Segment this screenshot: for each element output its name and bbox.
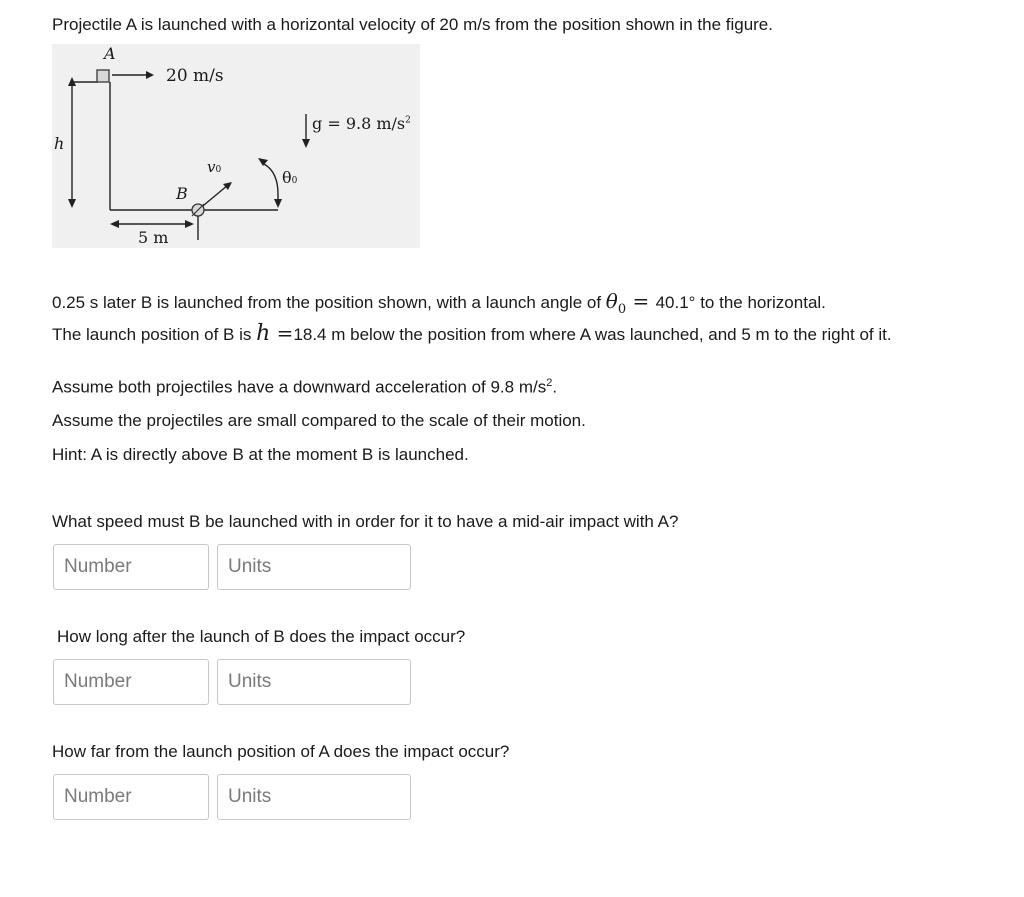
gravity-label — [312, 114, 411, 133]
projectile-figure — [52, 44, 420, 248]
figure-diagram — [52, 44, 420, 248]
assume1-exp: 2 — [546, 377, 553, 389]
q3-units-input[interactable] — [217, 774, 411, 820]
line2 — [52, 321, 892, 346]
velocity-a-label: 20 m/s — [166, 66, 224, 86]
assume1-end: . — [552, 377, 558, 397]
label-h: h — [54, 134, 65, 153]
label-a: A — [104, 44, 116, 63]
q3-number-input[interactable] — [53, 774, 209, 820]
q2-units-input[interactable] — [217, 659, 411, 705]
line1-post: 40.1° to the horizontal. — [655, 293, 826, 312]
v0-sub: 0 — [215, 165, 222, 175]
q1-number-input[interactable] — [53, 544, 209, 590]
assume1-text: Assume both projectiles have a downward acceleration of 9.8 m/s — [52, 377, 547, 397]
line2-post: 18.4 m below the position from where A was launched, and 5 m to the right of it. — [293, 325, 892, 344]
distance-label: 5 m — [138, 228, 169, 247]
hint-text: Hint: A is directly above B at the moment B is launched. — [52, 445, 469, 464]
gravity-exp: 2 — [405, 115, 411, 126]
question-3-text: How far from the launch position of A does the impact occur? — [52, 742, 510, 761]
line1-eq: = — [626, 289, 656, 313]
line2-pre: The launch position of B is — [52, 325, 257, 344]
line2-eq: = — [270, 321, 294, 345]
h-symbol: h — [256, 321, 271, 346]
question-2-text: How long after the launch of B does the impact occur? — [57, 627, 466, 646]
theta0-label — [282, 168, 297, 187]
assumption-size: Assume the projectiles are small compared to the scale of their motion. — [52, 411, 586, 430]
v0-symbol: v — [207, 158, 216, 176]
label-b: B — [176, 184, 188, 203]
intro-text: Projectile A is launched with a horizontal velocity of 20 m/s from the position shown in the figure. — [52, 15, 773, 34]
question-1-text: What speed must B be launched with in order for it to have a mid-air impact with A? — [52, 512, 679, 531]
line1-pre: 0.25 s later B is launched from the position shown, with a launch angle of — [52, 293, 606, 312]
gravity-text: g = 9.8 m/s — [312, 114, 406, 133]
q2-number-input[interactable] — [53, 659, 209, 705]
line1 — [52, 289, 826, 317]
theta0-symbol: θ — [282, 168, 292, 187]
assumption-acceleration — [52, 377, 557, 398]
theta-symbol: θ — [605, 289, 618, 313]
q1-units-input[interactable] — [217, 544, 411, 590]
theta0-sub: 0 — [291, 176, 298, 186]
theta-sub: 0 — [617, 302, 627, 317]
v0-label — [207, 158, 221, 176]
